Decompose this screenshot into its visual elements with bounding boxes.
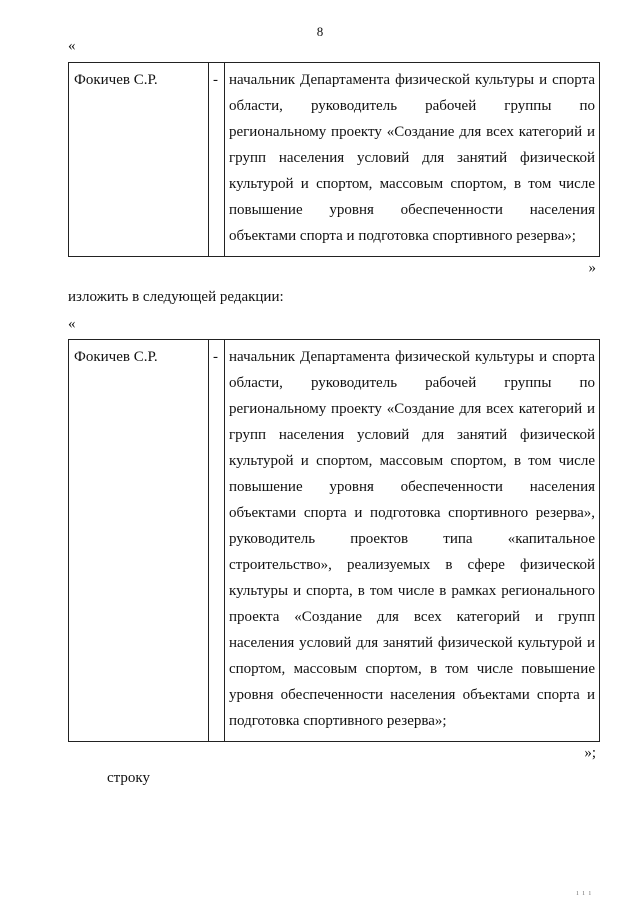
close-quote-1: »	[588, 260, 596, 276]
open-quote-2: «	[68, 316, 76, 332]
new-entry-dash: -	[209, 340, 225, 741]
new-entry-line: спортом, массовым спортом, в том числе повышение	[229, 661, 595, 677]
page-number: 8	[316, 24, 324, 39]
new-entry-line: населения условий для занятий физической культурой и	[229, 635, 595, 651]
new-entry-table	[68, 339, 600, 742]
footer-word: строку	[107, 770, 150, 786]
close-quote-2: »;	[584, 745, 596, 761]
old-entry-line: начальник Департамента физической культуры и спорта	[229, 72, 595, 88]
new-entry-text	[225, 340, 599, 741]
old-entry-line: групп населения условий для занятий физической	[229, 150, 595, 166]
scan-mark: ı ı ı	[576, 888, 592, 897]
open-quote-1: «	[68, 38, 76, 54]
new-entry-line: повышение уровня обеспеченности населения	[229, 479, 595, 495]
new-entry-line: начальник Департамента физической культуры и спорта	[229, 349, 595, 365]
new-entry-line: области, руководитель рабочей группы по	[229, 375, 595, 391]
new-entry-line: проекта «Создание для всех категорий и групп	[229, 609, 595, 625]
new-entry-line: групп населения условий для занятий физической	[229, 427, 595, 443]
new-entry-line: объектами спорта и подготовка спортивного резерва»,	[229, 505, 595, 521]
old-entry-line: региональному проекту «Создание для всех категорий и	[229, 124, 595, 140]
old-entry-dash: -	[209, 63, 225, 256]
instruction-text: изложить в следующей редакции:	[68, 289, 284, 305]
new-entry-name: Фокичев С.Р.	[69, 340, 209, 741]
new-entry-line: культуры и спорта, в том числе в рамках регионального	[229, 583, 595, 599]
new-entry-line: строительство», реализуемых в сфере физической	[229, 557, 595, 573]
new-entry-line: культурой и спортом, массовым спортом, в том числе	[229, 453, 595, 469]
old-entry-line: объектами спорта и подготовка спортивного резерва»;	[229, 228, 576, 244]
new-entry-line: региональному проекту «Создание для всех категорий и	[229, 401, 595, 417]
old-entry-line: повышение уровня обеспеченности населения	[229, 202, 595, 218]
old-entry-line: культурой и спортом, массовым спортом, в том числе	[229, 176, 595, 192]
new-entry-line: уровня обеспеченности населения объектами спорта и	[229, 687, 595, 703]
old-entry-table	[68, 62, 600, 257]
new-entry-line: руководитель проектов типа «капитальное	[229, 531, 595, 547]
old-entry-name: Фокичев С.Р.	[69, 63, 209, 256]
old-entry-text	[225, 63, 599, 256]
new-entry-line: подготовка спортивного резерва»;	[229, 713, 447, 729]
old-entry-line: области, руководитель рабочей группы по	[229, 98, 595, 114]
